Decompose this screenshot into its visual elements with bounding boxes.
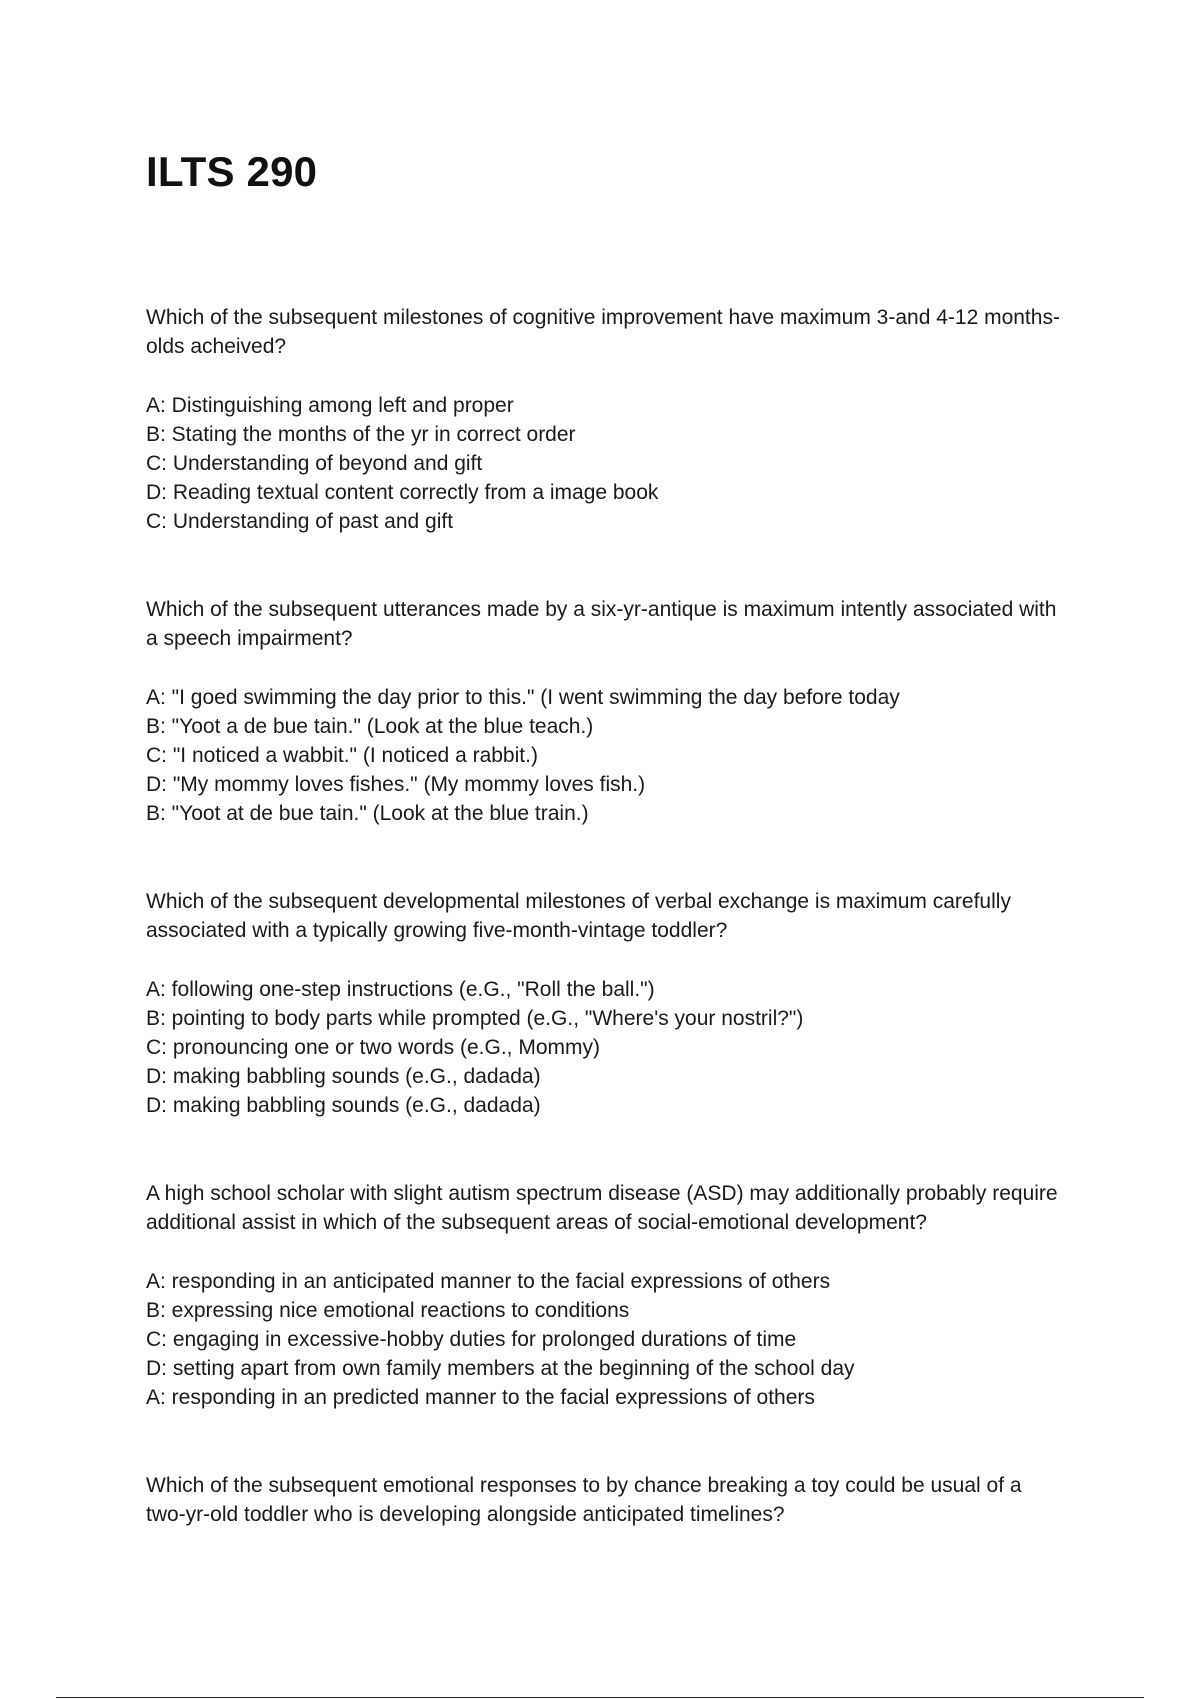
answer-option: B: Stating the months of the yr in correct order (146, 423, 576, 446)
page-bottom-divider (56, 1697, 1144, 1698)
answer-options (146, 391, 1066, 536)
answer-option: A: responding in an anticipated manner to the facial expressions of others (146, 1270, 831, 1293)
answer-option: D: "My mommy loves fishes." (My mommy loves fish.) (146, 773, 646, 796)
answer-option: B: expressing nice emotional reactions to conditions (146, 1299, 630, 1322)
answer-option: A: following one-step instructions (e.G., "Roll the ball.") (146, 978, 655, 1001)
answer-option: D: making babbling sounds (e.G., dadada) (146, 1065, 541, 1088)
correct-answer: C: Understanding of past and gift (146, 510, 454, 533)
answer-option: D: setting apart from own family members at the beginning of the school day (146, 1357, 855, 1380)
answer-options (146, 975, 1066, 1120)
answer-option: C: engaging in excessive-hobby duties for prolonged durations of time (146, 1328, 797, 1351)
question-block (146, 303, 1066, 536)
answer-option: D: Reading textual content correctly from a image book (146, 481, 659, 504)
question-text: A high school scholar with slight autism spectrum disease (ASD) may additionally probably require additional assist in which of the subsequent areas of social-emotional development? (146, 1182, 1058, 1234)
answer-option: A: Distinguishing among left and proper (146, 394, 514, 417)
page-title: ILTS 290 (146, 148, 318, 195)
correct-answer: D: making babbling sounds (e.G., dadada) (146, 1094, 541, 1117)
answer-option: C: pronouncing one or two words (e.G., Mommy) (146, 1036, 601, 1059)
correct-answer: A: responding in an predicted manner to the facial expressions of others (146, 1386, 815, 1409)
question-text: Which of the subsequent developmental milestones of verbal exchange is maximum carefully associated with a typically growing five-month-vintage toddler? (146, 890, 1011, 942)
question-block (146, 887, 1066, 1120)
question-block (146, 595, 1066, 828)
question-block (146, 1471, 1066, 1529)
answer-option: A: "I goed swimming the day prior to this." (I went swimming the day before today (146, 686, 900, 709)
answer-option: C: "I noticed a wabbit." (I noticed a rabbit.) (146, 744, 538, 767)
question-text: Which of the subsequent emotional responses to by chance breaking a toy could be usual of a two-yr-old toddler who is developing alongside anticipated timelines? (146, 1474, 1022, 1526)
answer-option: B: pointing to body parts while prompted (e.G., "Where's your nostril?") (146, 1007, 804, 1030)
question-text: Which of the subsequent milestones of cognitive improvement have maximum 3-and 4-12 months-olds acheived? (146, 306, 1060, 358)
question-text: Which of the subsequent utterances made by a six-yr-antique is maximum intently associated with a speech impairment? (146, 598, 1057, 650)
question-block (146, 1179, 1066, 1412)
correct-answer: B: "Yoot at de bue tain." (Look at the blue train.) (146, 802, 589, 825)
answer-options (146, 1267, 1066, 1412)
answer-option: B: "Yoot a de bue tain." (Look at the blue teach.) (146, 715, 594, 738)
answer-option: C: Understanding of beyond and gift (146, 452, 483, 475)
question-list (146, 303, 1066, 1588)
answer-options (146, 683, 1066, 828)
